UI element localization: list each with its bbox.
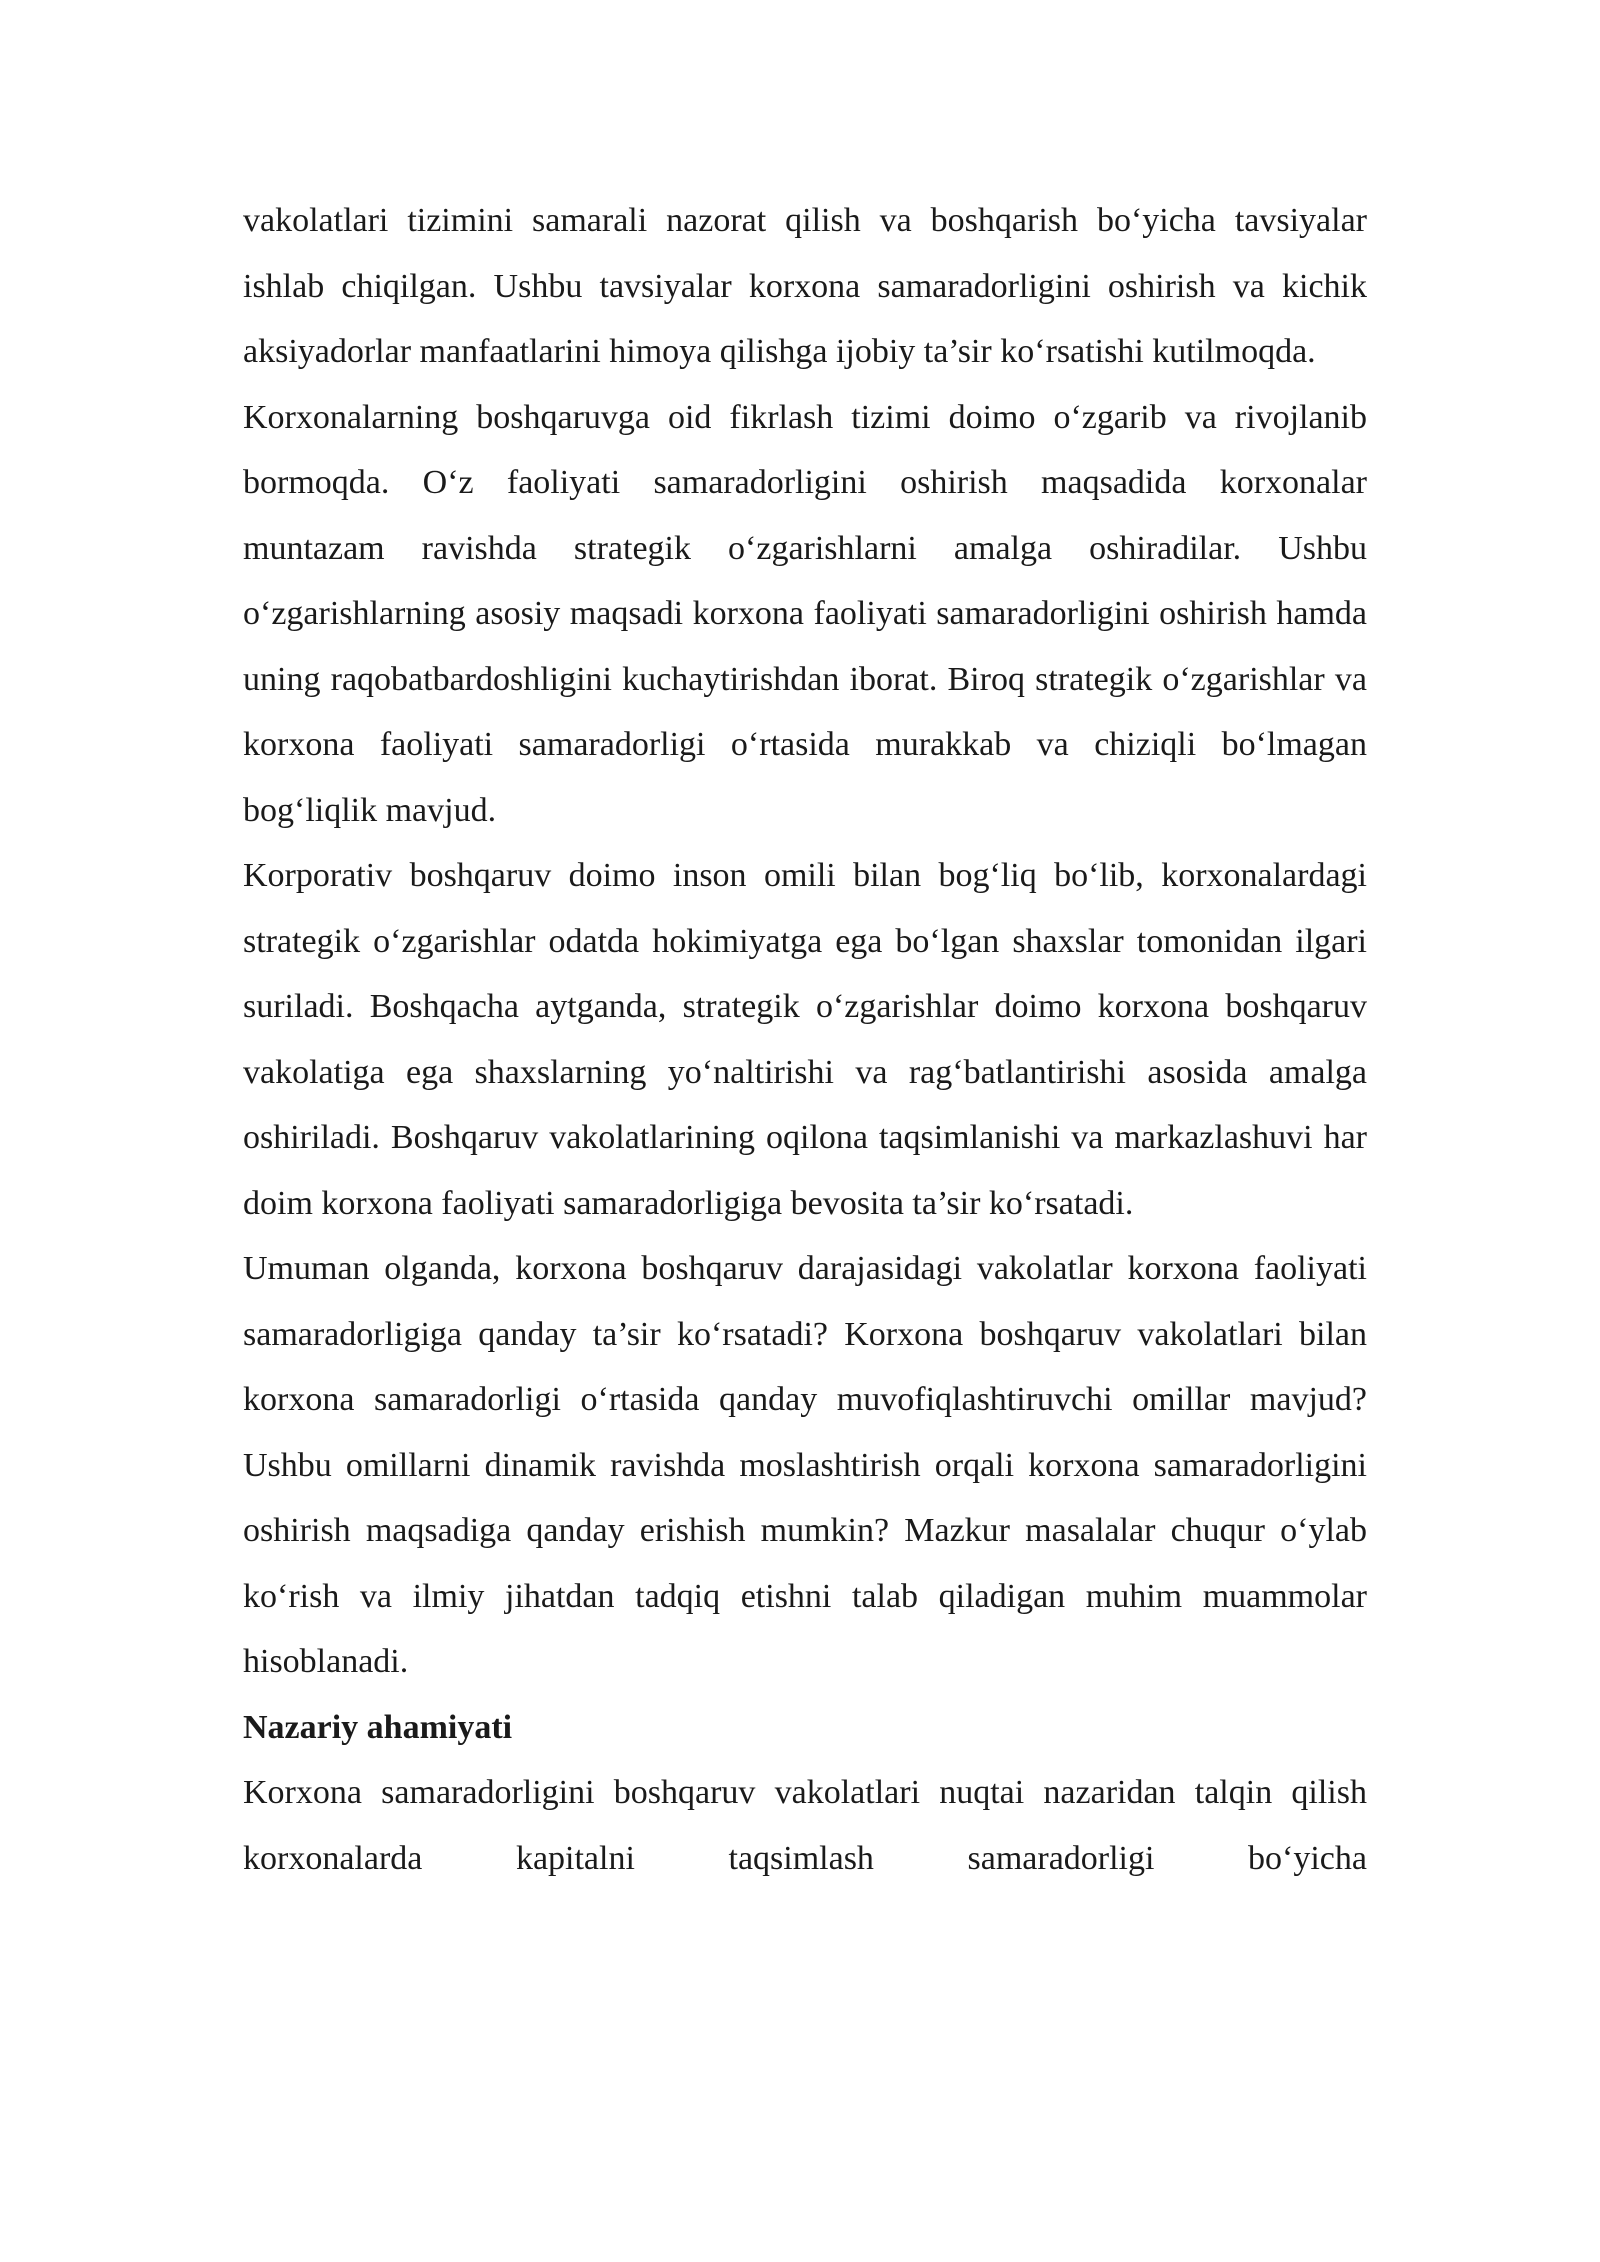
document-page xyxy=(243,188,1367,1891)
paragraph-1: vakolatlari tizimini samarali nazorat qilish va boshqarish bo‘yicha tavsiyalar ishlab chiqilgan. Ushbu tavsiyalar korxona samaradorligini oshirish va kichik aksiyadorlar manfaatlarini himoya qilishga ijobiy ta’sir ko‘rsatishi kutilmoqda. xyxy=(243,202,1367,370)
paragraph-3: Korporativ boshqaruv doimo inson omili bilan bog‘liq bo‘lib, korxonalardagi strategik o‘zgarishlar odatda hokimiyatga ega bo‘lgan shaxslar tomonidan ilgari suriladi. Boshqacha aytganda, strategik o‘zgarishlar doimo korxona boshqaruv vakolatiga ega shaxslarning yo‘naltirishi va rag‘batlantirishi asosida amalga oshiriladi. Boshqaruv vakolatlarining oqilona taqsimlanishi va markazlashuvi har doim korxona faoliyati samaradorligiga bevosita ta’sir ko‘rsatadi. xyxy=(243,857,1367,1222)
section-heading: Nazariy ahamiyati xyxy=(243,1708,513,1746)
paragraph-2: Korxonalarning boshqaruvga oid fikrlash tizimi doimo o‘zgarib va rivojlanib bormoqda. O‘z faoliyati samaradorligini oshirish maqsadida korxonalar muntazam ravishda strategik o‘zgarishlarni amalga oshiradilar. Ushbu o‘zgarishlarning asosiy maqsadi korxona faoliyati samaradorligini oshirish hamda uning raqobatbardoshligini kuchaytirishdan iborat. Biroq strategik o‘zgarishlar va korxona faoliyati samaradorligi o‘rtasida murakkab va chiziqli bo‘lmagan bog‘liqlik mavjud. xyxy=(243,398,1367,829)
paragraph-4: Umuman olganda, korxona boshqaruv darajasidagi vakolatlar korxona faoliyati samaradorligiga qanday ta’sir ko‘rsatadi? Korxona boshqaruv vakolatlari bilan korxona samaradorligi o‘rtasida qanday muvofiqlashtiruvchi omillar mavjud? Ushbu omillarni dinamik ravishda moslashtirish orqali korxona samaradorligini oshirish maqsadiga qanday erishish mumkin? Mazkur masalalar chuqur o‘ylab ko‘rish va ilmiy jihatdan tadqiq etishni talab qiladigan muhim muammolar hisoblanadi. xyxy=(243,1250,1367,1680)
paragraph-5: Korxona samaradorligini boshqaruv vakolatlari nuqtai nazaridan talqin qilish korxonalarda kapitalni taqsimlash samaradorligi bo‘yicha xyxy=(243,1774,1367,1877)
